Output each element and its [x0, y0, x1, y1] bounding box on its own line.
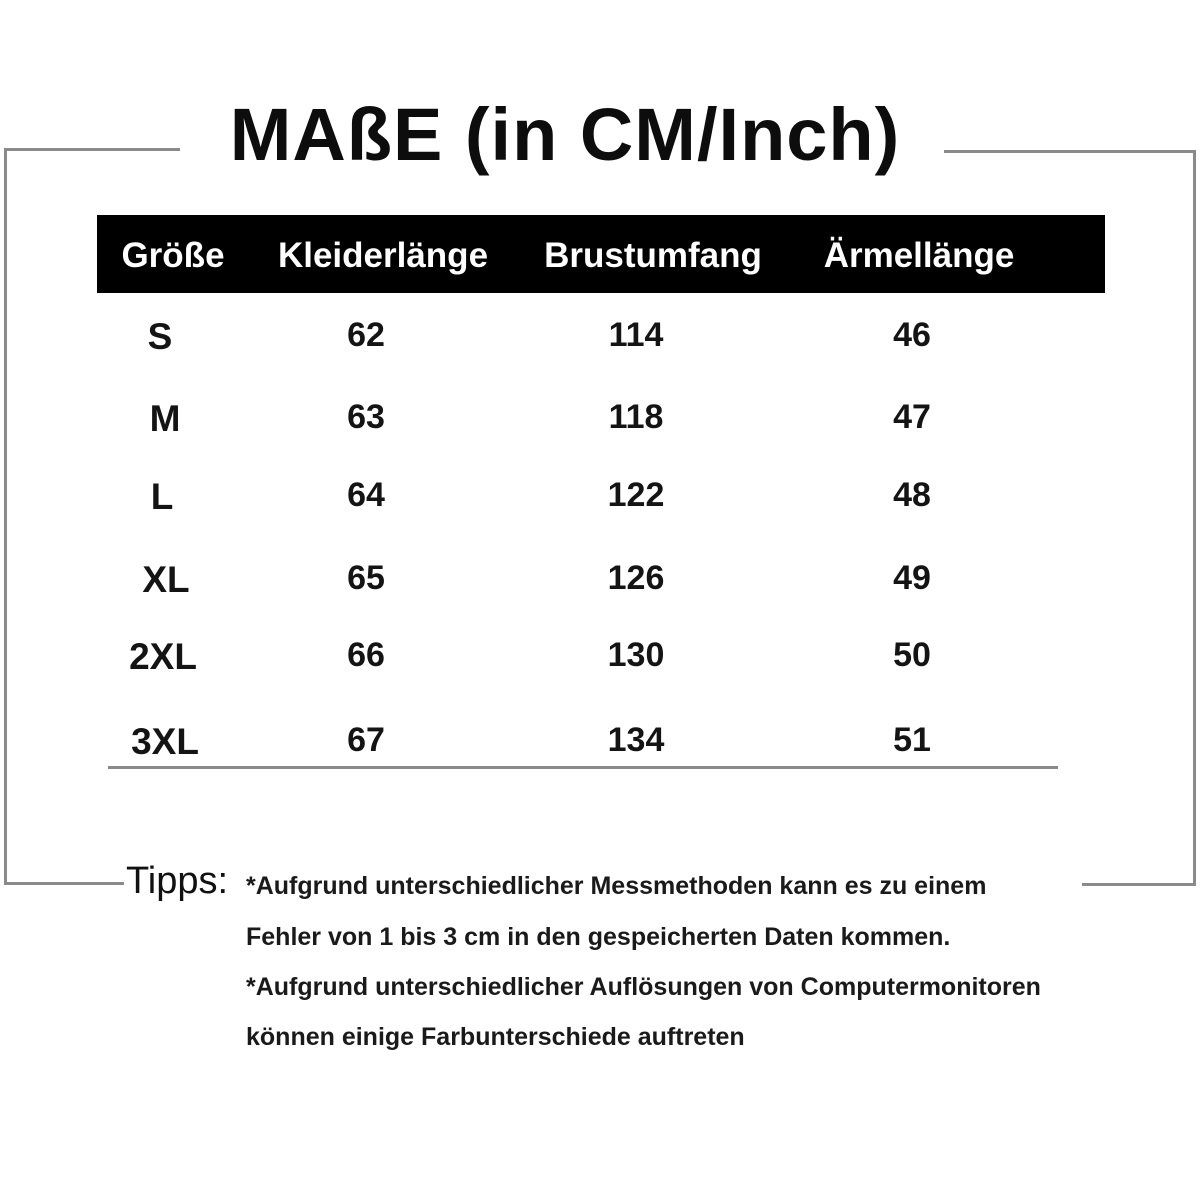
- cell-chest: 118: [608, 398, 664, 436]
- tips-label: Tipps:: [126, 860, 229, 902]
- cell-length: 64: [347, 476, 385, 514]
- cell-chest: 114: [608, 316, 664, 354]
- cell-length: 67: [347, 721, 385, 759]
- cell-chest: 122: [607, 476, 665, 514]
- cell-size: XL: [142, 559, 190, 600]
- cell-sleeve: 51: [893, 721, 931, 759]
- table-header: [97, 215, 1105, 293]
- page-title: MAßE (in CM/Inch): [229, 93, 901, 176]
- cell-length: 66: [347, 636, 385, 674]
- header-size: Größe: [121, 236, 225, 275]
- tip-line: *Aufgrund unterschiedlicher Messmethoden kann es zu einem: [246, 872, 987, 900]
- cell-length: 65: [347, 559, 385, 597]
- cell-size: M: [149, 398, 181, 439]
- table-row: [0, 559, 1200, 609]
- cell-sleeve: 50: [893, 636, 931, 674]
- cell-chest: 126: [607, 559, 665, 597]
- header-length: Kleiderlänge: [277, 236, 489, 275]
- tip-line: Fehler von 1 bis 3 cm in den gespeicherten Daten kommen.: [246, 923, 951, 951]
- frame-bottom-left-line: [4, 882, 124, 885]
- header-sleeve: Ärmellänge: [823, 236, 1015, 275]
- cell-chest: 134: [607, 721, 665, 759]
- table-row: [0, 476, 1200, 526]
- cell-size: 2XL: [129, 636, 197, 677]
- cell-sleeve: 49: [893, 559, 931, 597]
- cell-sleeve: 47: [893, 398, 931, 436]
- cell-length: 63: [347, 398, 385, 436]
- table-row: [0, 398, 1200, 448]
- cell-sleeve: 48: [893, 476, 931, 514]
- table-bottom-rule: [108, 766, 1058, 769]
- cell-size: 3XL: [131, 721, 199, 762]
- table-row: [0, 636, 1200, 686]
- cell-size: S: [147, 316, 173, 357]
- table-row: [0, 721, 1200, 771]
- tip-line: können einige Farbunterschiede auftreten: [246, 1023, 745, 1051]
- frame-bottom-right-line: [1082, 883, 1196, 886]
- header-chest: Brustumfang: [544, 236, 762, 275]
- cell-length: 62: [347, 316, 385, 354]
- cell-size: L: [150, 476, 174, 517]
- table-row: [0, 316, 1200, 366]
- tip-line: *Aufgrund unterschiedlicher Auflösungen von Computermonitoren: [246, 973, 1041, 1001]
- cell-sleeve: 46: [893, 316, 931, 354]
- cell-chest: 130: [607, 636, 665, 674]
